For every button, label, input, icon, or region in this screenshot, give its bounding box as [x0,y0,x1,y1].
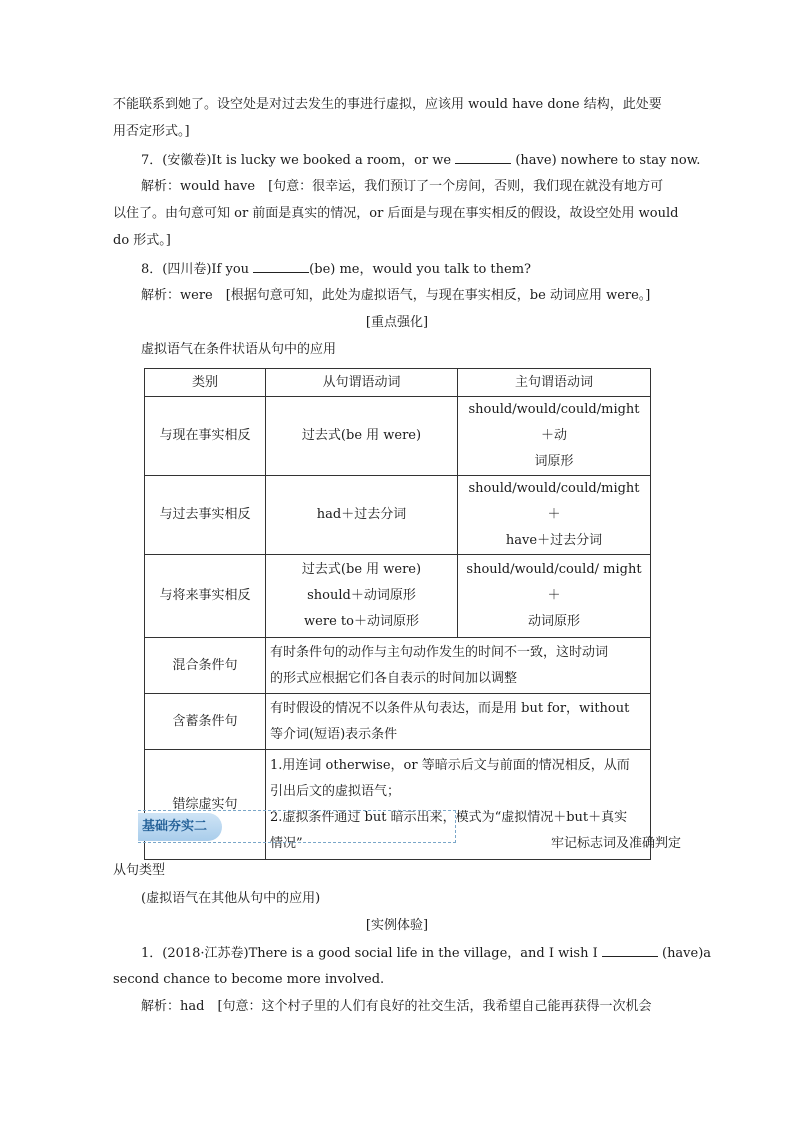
question-text: (have) nowhere to stay now. [511,153,701,168]
subjunctive-table [144,368,651,860]
table-row [145,555,651,638]
table-cell: 混合条件句 [145,638,266,694]
question-text: 1．(2018·江苏卷)There is a good social life in the village，and I wish I [141,946,602,961]
cell-line: should＋动词原形 [307,588,416,603]
cell-line: 等介词(短语)表示条件 [270,726,398,742]
table-row [145,694,651,750]
table-cell: 与现在事实相反 [145,397,266,476]
answer-blank [602,944,658,957]
section-title-cont: 从句类型 [113,863,166,878]
table-cell [266,638,651,694]
cell-line: should/would/could/might＋动 [468,402,640,443]
cell-line: should/would/could/ might＋ [466,562,642,603]
section-heading: [实例体验] [365,918,429,933]
cell-line: 引出后文的虚拟语气； [270,783,401,799]
answer-8: 解析：were [根据句意可知，此处为虚拟语气，与现在事实相反，be 动词应用 were。] [141,288,651,303]
cell-line: were to＋动词原形 [304,614,419,629]
answer-7: 解析：would have [句意：很幸运，我们预订了一个房间，否则，我们现在就没有地方可 [141,179,664,194]
answer-7-cont: 以住了。由句意可知 or 前面是真实的情况，or 后面是与现在事实相反的假设，故设空处用 would [113,206,679,221]
question-7 [141,151,701,170]
table-row [145,476,651,555]
section-title: 牢记标志词及准确判定 [550,836,681,851]
section-badge: 基础夯实二 [138,813,222,841]
table-row [145,397,651,476]
question-text: 8．(四川卷)If you [141,262,254,277]
cell-line: 有时假设的情况不以条件从句表达，而是用 but for，without [270,700,630,716]
cell-line: 过去式(be 用 were) [301,562,422,577]
answer-blank [253,260,309,273]
section-heading: [重点强化] [365,315,429,330]
paragraph-line: 不能联系到她了。设空处是对过去发生的事进行虚拟，应该用 would have done 结构，此处要 [113,97,662,112]
cell-line: 词原形 [534,454,574,469]
table-header: 从句谓语动词 [266,369,458,397]
question-1 [141,944,712,963]
table-cell: had＋过去分词 [266,476,458,555]
table-cell [458,476,651,555]
table-cell [458,555,651,638]
question-text: (have)a [657,946,712,961]
table-cell [458,397,651,476]
table-cell: 与过去事实相反 [145,476,266,555]
table-row [145,638,651,694]
table-header: 主句谓语动词 [458,369,651,397]
table-cell [266,555,458,638]
answer-7-cont: do 形式。] [113,233,171,248]
cell-line: have＋过去分词 [505,533,603,548]
table-header-row [145,369,651,397]
table-cell: 错综虚实句 [145,750,266,860]
cell-line: 有时条件句的动作与主句动作发生的时间不一致，这时动词 [270,644,609,660]
answer-blank [455,151,511,164]
table-cell: 与将来事实相反 [145,555,266,638]
table-cell: 过去式(be 用 were) [266,397,458,476]
table-cell [266,694,651,750]
cell-line: should/would/could/might＋ [468,481,640,522]
section-subtitle: (虚拟语气在其他从句中的应用) [141,891,321,906]
cell-line: 的形式应根据它们各自表示的时间加以调整 [270,670,518,686]
question-1-cont: second chance to become more involved. [113,972,385,987]
question-text: 7．(安徽卷)It is lucky we booked a room，or we [141,153,456,168]
cell-line: 1.用连词 otherwise，or 等暗示后文与前面的情况相反，从而 [270,757,630,773]
table-header: 类别 [145,369,266,397]
table-title: 虚拟语气在条件状语从句中的应用 [141,342,337,357]
paragraph-line: 用否定形式。] [113,124,190,139]
answer-1: 解析：had [句意：这个村子里的人们有良好的社交生活，我希望自己能再获得一次机会 [141,999,652,1014]
table-cell: 含蓄条件句 [145,694,266,750]
question-8 [141,260,681,279]
cell-line: 动词原形 [527,614,580,629]
cell-line: 情况” [270,835,303,851]
cell-line: 2.虚拟条件通过 but 暗示出来，模式为“虚拟情况＋but＋真实 [270,809,628,825]
question-text: (be) me，would you talk to them? [309,262,532,277]
